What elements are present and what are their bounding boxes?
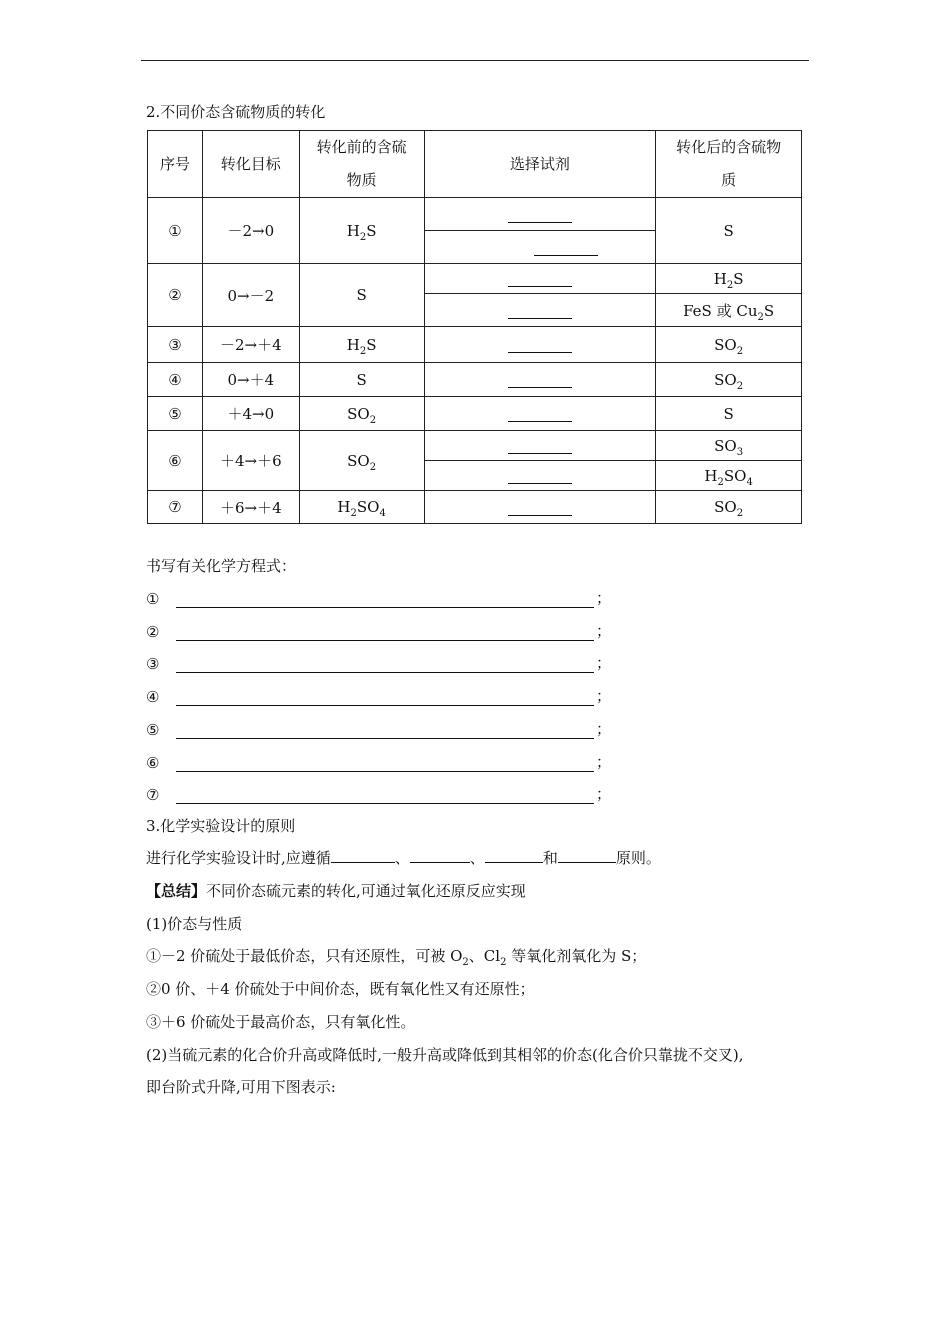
header-cell: [656, 131, 802, 198]
reagent-cell: [424, 363, 656, 397]
answer-blank[interactable]: [410, 848, 470, 863]
separator: 、: [394, 849, 410, 867]
substance-after: $SO_2$: [656, 327, 802, 363]
header-cell: 选择试剂: [424, 131, 656, 198]
substance-after: $H_2SO_4$: [656, 461, 802, 491]
equation-terminator: ；: [596, 785, 612, 804]
row-number: ④: [148, 363, 203, 397]
equation-line: [146, 750, 611, 772]
equation-line: [146, 586, 611, 608]
reagent-cell: [424, 397, 656, 431]
principles-end: 原则。: [615, 849, 661, 867]
header-before: 转化前的含硫 物质: [316, 138, 407, 189]
separator: 、: [469, 849, 485, 867]
reagent-cell: [424, 431, 656, 461]
summary-p2-line1: (2)当硫元素的化合价升高或降低时,一般升高或降低到其相邻的价态(化合价只靠拢不交叉),: [146, 1046, 744, 1064]
summary-p2-line2: 即台阶式升降,可用下图表示:: [146, 1078, 336, 1096]
separator: 和: [542, 849, 558, 867]
equation-answer-line[interactable]: [176, 791, 578, 804]
row-number: ①: [148, 198, 203, 264]
substance-before: $SO_2$: [299, 431, 424, 491]
equation-number: ②: [146, 622, 160, 641]
summary-label: 【总结】: [146, 882, 207, 900]
row-number: ⑥: [148, 431, 203, 491]
principles-sentence: [146, 847, 661, 868]
table-row: [148, 431, 802, 461]
equation-terminator: ；: [596, 589, 612, 607]
reagent-blank[interactable]: [508, 304, 572, 319]
p1a-start: ①－2 价硫处于最低价态，只有还原性，可被: [146, 947, 451, 965]
formula-cl2: $Cl_2$: [483, 947, 507, 968]
p1a-end: 等氧化剂氧化为 S；: [506, 947, 647, 965]
summary-p1-a: [146, 945, 646, 966]
formula-o2: $O_2$: [450, 947, 469, 968]
reagent-blank[interactable]: [508, 469, 572, 484]
header-cell: 转化目标: [202, 131, 299, 198]
equation-terminator: ；: [596, 654, 612, 673]
substance-after: FeS 或 $Cu_2S$: [656, 294, 802, 327]
substance-after: $SO_2$: [656, 363, 802, 397]
equation-line: [146, 619, 611, 641]
answer-blank[interactable]: [485, 848, 543, 863]
reagent-blank[interactable]: [508, 338, 572, 353]
equation-answer-tail: [578, 693, 594, 706]
substance-before: $H_2SO_4$: [299, 491, 424, 524]
row-number: ②: [148, 264, 203, 327]
equation-line: [146, 684, 611, 706]
row-number: ⑤: [148, 397, 203, 431]
equation-answer-tail: [578, 791, 594, 804]
conversion-target: －2→＋4: [202, 327, 299, 363]
equation-terminator: ；: [596, 621, 612, 640]
substance-after: S: [656, 198, 802, 264]
reagent-cell: [424, 198, 656, 231]
conversion-target: 0→＋4: [202, 363, 299, 397]
equation-answer-line[interactable]: [176, 660, 578, 673]
equation-answer-tail: [578, 759, 594, 772]
conversion-target: 0→－2: [202, 264, 299, 327]
section-3-title: 3.化学实验设计的原则: [146, 817, 296, 835]
reagent-blank[interactable]: [508, 501, 572, 516]
equation-number: ①: [146, 590, 160, 608]
equation-answer-line[interactable]: [176, 693, 578, 706]
substance-after: $SO_2$: [656, 491, 802, 524]
equation-answer-tail: [578, 628, 594, 641]
equation-answer-line[interactable]: [176, 628, 578, 641]
table-row: [148, 363, 802, 397]
reagent-cell: [424, 231, 656, 264]
table-row: [148, 198, 802, 231]
substance-before: $H_2S$: [299, 327, 424, 363]
answer-blank[interactable]: [558, 848, 616, 863]
substance-before: $H_2S$: [299, 198, 424, 264]
conversion-target: －2→0: [202, 198, 299, 264]
conversion-target: ＋4→＋6: [202, 431, 299, 491]
equation-terminator: ；: [596, 687, 612, 706]
equation-number: ③: [146, 655, 160, 674]
reagent-cell: [424, 327, 656, 363]
table-header-row: [148, 131, 802, 198]
equations-heading: 书写有关化学方程式：: [146, 557, 297, 575]
header-cell: 序号: [148, 131, 203, 198]
reagent-cell: [424, 294, 656, 327]
reagent-blank[interactable]: [508, 272, 572, 287]
equation-answer-line[interactable]: [176, 726, 578, 739]
reagent-cell: [424, 461, 656, 491]
table-row: [148, 397, 802, 431]
page-top-rule: [141, 60, 809, 61]
summary-p1-c: ③＋6 价硫处于最高价态，只有氧化性。: [146, 1013, 416, 1031]
conversion-table: [147, 130, 802, 524]
table-row: [148, 491, 802, 524]
reagent-blank[interactable]: [508, 439, 572, 454]
equation-terminator: ；: [596, 752, 612, 771]
conversion-target: ＋4→0: [202, 397, 299, 431]
substance-after: $H_2S$: [656, 264, 802, 294]
equation-answer-tail: [578, 726, 594, 739]
substance-before: S: [299, 264, 424, 327]
equation-line: [146, 717, 611, 739]
substance-before: S: [299, 363, 424, 397]
conversion-target: ＋6→＋4: [202, 491, 299, 524]
reagent-blank[interactable]: [508, 407, 572, 422]
separator: 、: [468, 947, 484, 965]
table-row: [148, 264, 802, 294]
equation-number: ⑥: [146, 753, 160, 772]
equation-line: [146, 782, 611, 804]
summary-line: [146, 880, 526, 901]
answer-blank[interactable]: [331, 848, 395, 863]
section-2-title: 2.不同价态含硫物质的转化: [146, 103, 326, 121]
equation-answer-tail: [578, 595, 594, 608]
substance-after: $SO_3$: [656, 431, 802, 461]
reagent-blank[interactable]: [534, 241, 598, 256]
header-after: 转化后的含硫物 质: [676, 138, 782, 189]
table-row: [148, 327, 802, 363]
header-cell: [299, 131, 424, 198]
equation-answer-line[interactable]: [176, 759, 578, 772]
equation-number: ⑦: [146, 786, 160, 805]
row-number: ⑦: [148, 491, 203, 524]
reagent-blank[interactable]: [508, 373, 572, 388]
reagent-cell: [424, 491, 656, 524]
summary-p1-title: (1)价态与性质: [146, 915, 243, 933]
summary-p1-b: ②0 价、＋4 价硫处于中间价态，既有氧化性又有还原性；: [146, 980, 535, 998]
equation-terminator: ；: [596, 719, 612, 738]
equation-number: ④: [146, 688, 160, 707]
substance-after: S: [656, 397, 802, 431]
row-number: ③: [148, 327, 203, 363]
equation-answer-tail: [578, 660, 594, 673]
substance-before: $SO_2$: [299, 397, 424, 431]
summary-text: 不同价态硫元素的转化,可通过氧化还原反应实现: [206, 882, 526, 900]
reagent-cell: [424, 264, 656, 294]
equation-answer-line[interactable]: [176, 595, 578, 608]
equation-line: [146, 651, 611, 673]
reagent-blank[interactable]: [508, 208, 572, 223]
principles-start: 进行化学实验设计时,应遵循: [146, 849, 331, 867]
equation-number: ⑤: [146, 720, 160, 739]
